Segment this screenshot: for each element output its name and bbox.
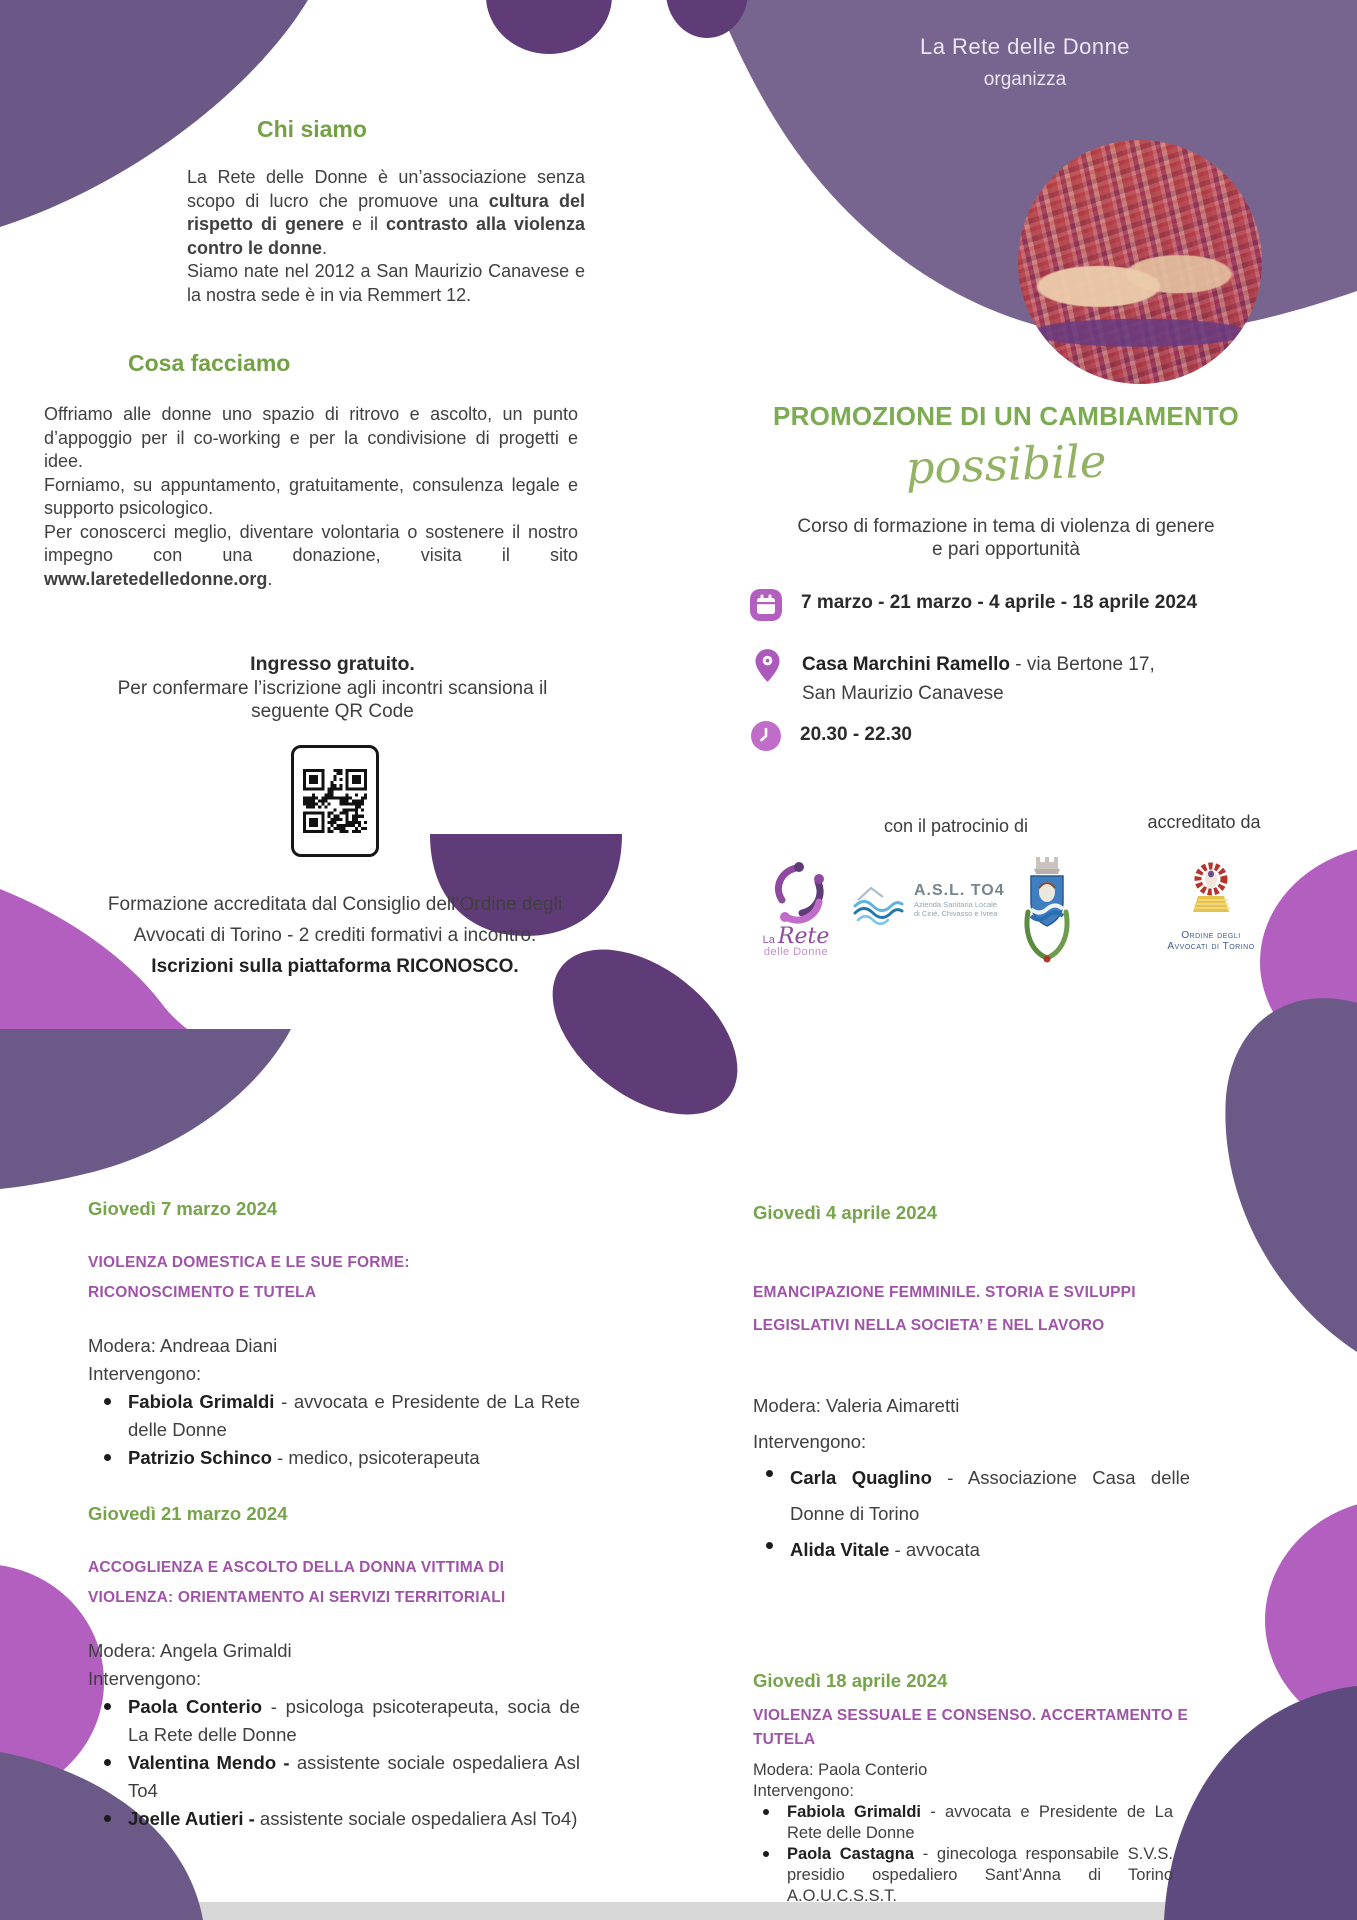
venue-address: - via Bertone 17,	[1010, 654, 1155, 675]
speaker: Fabiola Grimaldi - avvocata e Presidente de La Rete delle Donne	[787, 1803, 1173, 1842]
ordine-avvocati-logo	[1152, 858, 1270, 952]
session-title: VIOLENZA DOMESTICA E LE SUE FORME: RICONOSCIMENTO E TUTELA	[88, 1254, 410, 1301]
organizer-lines	[880, 34, 1170, 91]
asl-logo-text	[914, 882, 1005, 926]
speakers-label: Intervengono:	[753, 1431, 867, 1452]
free-entry-title: Ingresso gratuito.	[250, 653, 415, 675]
venue-name: Casa Marchini Ramello	[802, 654, 1011, 675]
qr-code-pattern	[303, 769, 367, 833]
speakers-list	[88, 1693, 580, 1833]
asl-name: A.S.L. TO4	[914, 882, 1005, 899]
ordine-emblem-icon	[1185, 858, 1237, 922]
qr-code	[291, 745, 379, 857]
moderator: Modera: Andreaa Diani	[88, 1335, 278, 1356]
clock-icon	[751, 721, 781, 756]
speakers-list	[753, 1802, 1173, 1907]
rete-logo-figures-icon	[760, 858, 832, 930]
free-entry-note	[55, 653, 610, 724]
organizer-verb: organizza	[983, 69, 1067, 90]
speaker: Paola Conterio - psicologa psicoterapeuta, socia de La Rete delle Donne	[128, 1693, 580, 1749]
accreditation-line3: Iscrizioni sulla piattaforma RICONOSCO.	[151, 956, 519, 977]
comune-coat-of-arms	[1016, 854, 1078, 971]
accreditation-note	[55, 889, 615, 982]
moderator: Modera: Paola Conterio	[753, 1761, 928, 1779]
asl-sub2: di Ciriè, Chivasso e Ivrea	[914, 909, 998, 918]
rete-logo-la: La	[762, 934, 775, 946]
qr-instruction-line1: Per confermare l’iscrizione agli incontri scansiona il	[117, 677, 548, 699]
session-title: EMANCIPAZIONE FEMMINILE. STORIA E SVILUPPI LEGISLATIVI NELLA SOCIETA’ E NEL LAVORO	[753, 1284, 1136, 1334]
moderator: Modera: Angela Grimaldi	[88, 1640, 292, 1661]
course-title-script: possibile	[904, 434, 1108, 495]
course-subtitle	[700, 516, 1312, 561]
accreditation-line1: Formazione accreditata dal Consiglio dell’Ordine degli	[107, 894, 563, 915]
accreditation-line2: Avvocati di Torino - 2 crediti formativi a incontro.	[133, 925, 537, 946]
session-7-marzo	[88, 1198, 618, 1472]
course-dates: 7 marzo - 21 marzo - 4 aprile - 18 aprile 2024	[801, 592, 1198, 613]
session-4-aprile	[753, 1202, 1286, 1568]
cosa-facciamo-paragraph: Offriamo alle donne uno spazio di ritrovo e ascolto, un punto d’appoggio per il co-working e per la condivisione di progetti e idee. Forniamo, su appuntamento, gratuitamente, consulenza legale e supporto psicologico. Per conoscerci meglio, diventare volontaria o sostenere il nostro impegno con una donazione, visita il sito www.laretedelledonne.org.	[44, 404, 578, 589]
chi-siamo-paragraph: La Rete delle Donne è un’associazione senza scopo di lucro che promuove una cultura del rispetto di genere e il contrasto alla violenza contro le donne. Siamo nate nel 2012 a San Maurizio Canavese e la nostra sede è in via Remmert 12.	[187, 167, 585, 305]
hands-yarn-photo	[1018, 140, 1262, 384]
chi-siamo-heading: Chi siamo	[257, 116, 367, 142]
session-details	[88, 1637, 618, 1833]
session-details	[88, 1332, 618, 1472]
rete-delle-donne-logo	[744, 858, 848, 958]
session-18-aprile	[753, 1670, 1273, 1907]
venue-row	[754, 648, 1155, 708]
asl-waves-icon	[852, 882, 904, 926]
speakers-label: Intervengono:	[88, 1363, 202, 1384]
session-date-heading: Giovedì 7 marzo 2024	[88, 1198, 278, 1219]
rete-logo-name: Rete	[777, 924, 830, 949]
speakers-label: Intervengono:	[753, 1782, 854, 1800]
speaker: Patrizio Schinco - medico, psicoterapeuta	[128, 1444, 580, 1472]
accredited-by-label: accreditato da	[1147, 812, 1261, 832]
speaker: Alida Vitale - avvocata	[790, 1532, 1190, 1568]
qr-instruction-line2: seguente QR Code	[251, 701, 414, 722]
location-pin-icon	[754, 648, 781, 688]
speakers-list	[753, 1460, 1190, 1568]
blob-top-center	[486, 0, 612, 54]
session-21-marzo	[88, 1503, 618, 1833]
venue-city: San Maurizio Canavese	[802, 683, 1004, 704]
ordine-logo-text	[1152, 930, 1270, 952]
speaker: Fabiola Grimaldi - avvocata e Presidente de La Rete delle Donne	[128, 1388, 580, 1444]
calendar-icon	[750, 589, 782, 626]
asl-to4-logo	[852, 882, 1005, 926]
session-details	[753, 1760, 1273, 1907]
speaker: Valentina Mendo - assistente sociale ospedaliera Asl To4	[128, 1749, 580, 1805]
rete-logo-text	[744, 924, 848, 958]
moderator: Modera: Valeria Aimaretti	[753, 1395, 960, 1416]
session-title: VIOLENZA SESSUALE E CONSENSO. ACCERTAMENTO E TUTELA	[753, 1707, 1189, 1748]
rete-logo-sub: delle Donne	[763, 946, 829, 958]
session-date-heading: Giovedì 4 aprile 2024	[753, 1202, 938, 1223]
session-date-heading: Giovedì 18 aprile 2024	[753, 1670, 948, 1691]
organizer-name: La Rete delle Donne	[919, 34, 1131, 59]
ordine-line2: Avvocati di Torino	[1167, 941, 1255, 952]
session-date-heading: Giovedì 21 marzo 2024	[88, 1503, 288, 1524]
course-subtitle-line2: e pari opportunità	[932, 538, 1080, 560]
speaker: Joelle Autieri - assistente sociale ospedaliera Asl To4)	[128, 1805, 580, 1833]
ordine-line1: Ordine degli	[1181, 930, 1241, 941]
patronage-label: con il patrocinio di	[883, 816, 1029, 836]
cosa-facciamo-heading: Cosa facciamo	[128, 350, 291, 376]
venue-text	[802, 648, 1155, 708]
dates-row	[750, 589, 1197, 626]
blob-wing-left	[0, 1029, 291, 1189]
course-time: 20.30 - 22.30	[800, 724, 912, 745]
speakers-label: Intervengono:	[88, 1668, 202, 1689]
speakers-list	[88, 1388, 580, 1472]
course-subtitle-line1: Corso di formazione in tema di violenza di genere	[797, 516, 1215, 537]
asl-sub1: Azienda Sanitaria Locale	[914, 900, 997, 909]
session-details	[753, 1388, 1286, 1568]
speaker: Paola Castagna - ginecologa responsabile S.V.S. presidio ospedaliero Sant’Anna di Torino A.O.U.C.S.S.T.	[787, 1845, 1173, 1905]
speaker: Carla Quaglino - Associazione Casa delle Donne di Torino	[790, 1460, 1190, 1532]
course-title: PROMOZIONE DI UN CAMBIAMENTO	[773, 401, 1239, 431]
session-title: ACCOGLIENZA E ASCOLTO DELLA DONNA VITTIMA DI VIOLENZA: ORIENTAMENTO AI SERVIZI TERRITORIALI	[88, 1559, 506, 1606]
time-row	[751, 721, 912, 756]
